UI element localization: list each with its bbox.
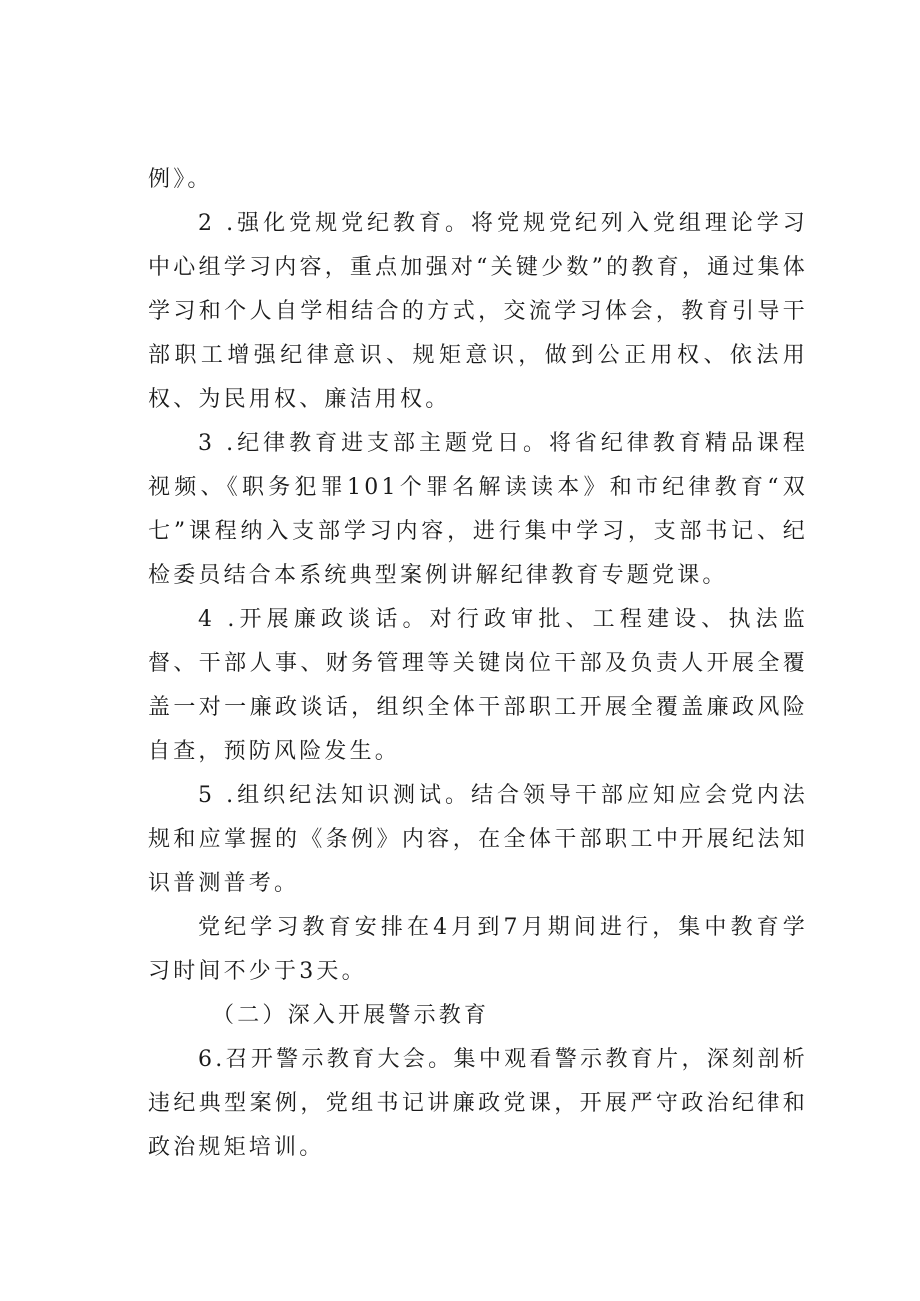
paragraph-item-3: 3 .纪律教育进支部主题党日。将省纪律教育精品课程视频、《职务犯罪101个罪名解读读本》和市纪律教育“双七”课程纳入支部学习内容，进行集中学习，支部书记、纪检委员结合本系统典型案例讲解纪律教育专题党课。	[148, 431, 808, 588]
paragraph-item-2: 2 .强化党规党纪教育。将党规党纪列入党组理论学习中心组学习内容，重点加强对“关键少数”的教育，通过集体学习和个人自学相结合的方式，交流学习体会，教育引导干部职工增强纪律意识、规矩意识，做到公正用权、依法用权、为民用权、廉洁用权。	[148, 211, 808, 412]
paragraph-schedule: 党纪学习教育安排在4月到7月期间进行，集中教育学习时间不少于3天。	[148, 915, 808, 984]
paragraph-item-6: 6.召开警示教育大会。集中观看警示教育片，深刻剖析违纪典型案例，党组书记讲廉政党课，开展严守政治纪律和政治规矩培训。	[148, 1047, 808, 1160]
paragraph-item-4: 4 .开展廉政谈话。对行政审批、工程建设、执法监督、干部人事、财务管理等关键岗位干部及负责人开展全覆盖一对一廉政谈话，组织全体干部职工开展全覆盖廉政风险自查，预防风险发生。	[148, 607, 808, 764]
paragraph-item-5: 5 .组织纪法知识测试。结合领导干部应知应会党内法规和应掌握的《条例》内容，在全体干部职工中开展纪法知识普测普考。	[148, 783, 808, 896]
paragraph-continuation: 例》。	[148, 167, 213, 192]
document-body	[148, 158, 808, 1170]
section-heading: （二）深入开展警示教育	[212, 1003, 490, 1028]
